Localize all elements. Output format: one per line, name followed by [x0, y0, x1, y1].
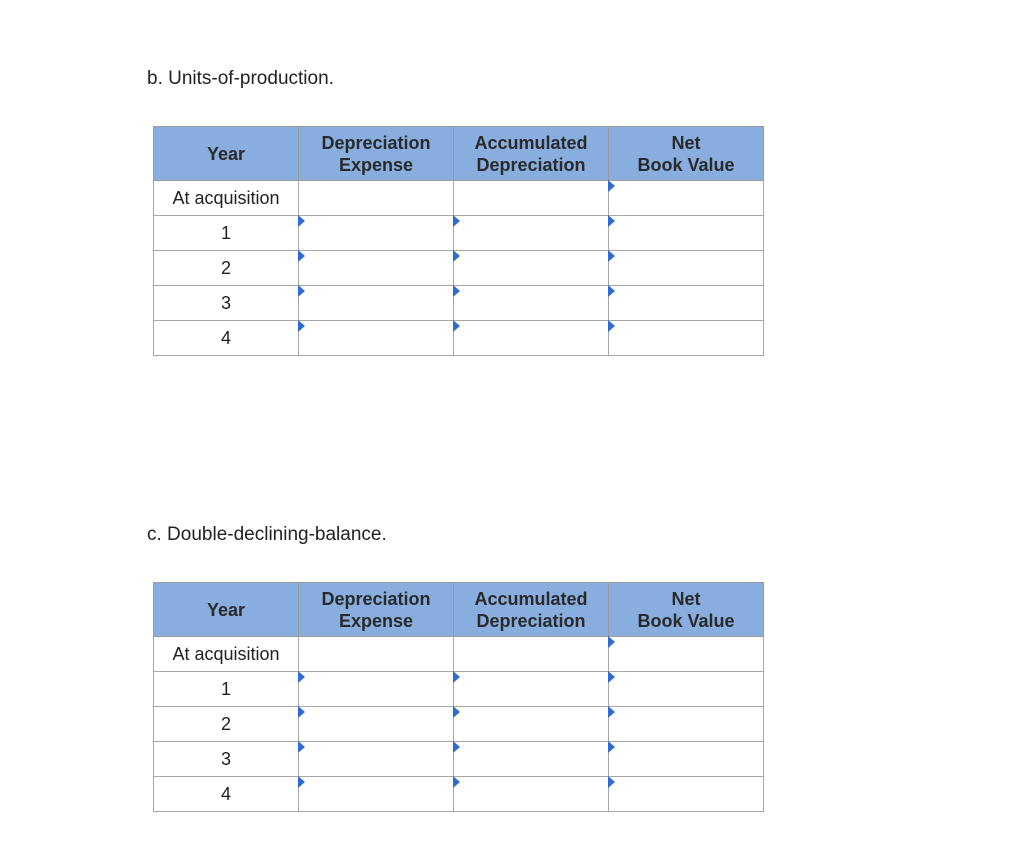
depreciation-expense-cell-blank — [299, 181, 454, 216]
net-book-value-input-cell — [609, 251, 764, 286]
depreciation-expense-input-cell — [299, 321, 454, 356]
accumulated-depreciation-input[interactable] — [454, 777, 608, 811]
table-row — [154, 777, 764, 812]
accumulated-depreciation-input-cell — [454, 742, 609, 777]
net-book-value-input-cell — [609, 637, 764, 672]
net-book-value-input-cell — [609, 286, 764, 321]
entry-marker-icon — [608, 285, 615, 297]
net-book-value-input[interactable] — [609, 251, 763, 285]
year-cell: 2 — [154, 707, 299, 742]
entry-marker-icon — [298, 320, 305, 332]
year-cell: 4 — [154, 777, 299, 812]
entry-marker-icon — [608, 636, 615, 648]
depreciation-expense-input-cell — [299, 777, 454, 812]
depreciation-expense-input[interactable] — [299, 286, 453, 320]
accumulated-depreciation-input-cell — [454, 672, 609, 707]
accumulated-depreciation-input[interactable] — [454, 707, 608, 741]
accumulated-depreciation-input[interactable] — [454, 672, 608, 706]
section-title-units-of-production: b. Units-of-production. — [147, 68, 334, 89]
accumulated-depreciation-input[interactable] — [454, 216, 608, 250]
depreciation-expense-input[interactable] — [299, 672, 453, 706]
accumulated-depreciation-input-cell — [454, 251, 609, 286]
entry-marker-icon — [453, 776, 460, 788]
net-book-value-input-cell — [609, 742, 764, 777]
table-row — [154, 672, 764, 707]
year-cell: 2 — [154, 251, 299, 286]
depreciation-expense-input-cell — [299, 707, 454, 742]
net-book-value-input[interactable] — [609, 777, 763, 811]
entry-marker-icon — [298, 671, 305, 683]
section-title-double-declining-balance: c. Double-declining-balance. — [147, 524, 387, 545]
depreciation-expense-input-cell — [299, 216, 454, 251]
year-cell: 4 — [154, 321, 299, 356]
header-depreciation-expense: Depreciation Expense — [299, 127, 454, 181]
accumulated-depreciation-input[interactable] — [454, 742, 608, 776]
net-book-value-input-cell — [609, 216, 764, 251]
entry-marker-icon — [608, 180, 615, 192]
depreciation-expense-input[interactable] — [299, 216, 453, 250]
entry-marker-icon — [453, 215, 460, 227]
entry-marker-icon — [608, 215, 615, 227]
entry-marker-icon — [298, 285, 305, 297]
year-cell: At acquisition — [154, 181, 299, 216]
year-cell: 1 — [154, 672, 299, 707]
header-net-book-value: Net Book Value — [609, 127, 764, 181]
table-row — [154, 286, 764, 321]
header-row — [154, 127, 764, 181]
depreciation-expense-input-cell — [299, 251, 454, 286]
net-book-value-input[interactable] — [609, 672, 763, 706]
depreciation-expense-input[interactable] — [299, 707, 453, 741]
depreciation-expense-input[interactable] — [299, 777, 453, 811]
accumulated-depreciation-cell-blank — [454, 181, 609, 216]
depreciation-expense-input[interactable] — [299, 251, 453, 285]
entry-marker-icon — [298, 215, 305, 227]
entry-marker-icon — [608, 671, 615, 683]
depreciation-expense-input-cell — [299, 286, 454, 321]
depreciation-expense-input[interactable] — [299, 742, 453, 776]
net-book-value-input-cell — [609, 672, 764, 707]
header-row — [154, 583, 764, 637]
entry-marker-icon — [453, 285, 460, 297]
accumulated-depreciation-input[interactable] — [454, 251, 608, 285]
table-row — [154, 181, 764, 216]
year-cell: At acquisition — [154, 637, 299, 672]
accumulated-depreciation-input-cell — [454, 286, 609, 321]
entry-marker-icon — [608, 706, 615, 718]
accumulated-depreciation-input-cell — [454, 707, 609, 742]
entry-marker-icon — [298, 706, 305, 718]
entry-marker-icon — [453, 671, 460, 683]
entry-marker-icon — [608, 776, 615, 788]
net-book-value-input[interactable] — [609, 742, 763, 776]
header-accumulated-depreciation: Accumulated Depreciation — [454, 583, 609, 637]
net-book-value-input[interactable] — [609, 216, 763, 250]
table-row — [154, 707, 764, 742]
entry-marker-icon — [298, 250, 305, 262]
table-row — [154, 637, 764, 672]
units-of-production-table — [153, 126, 764, 356]
net-book-value-input-cell — [609, 181, 764, 216]
depreciation-expense-input-cell — [299, 742, 454, 777]
net-book-value-input-cell — [609, 777, 764, 812]
header-depreciation-expense: Depreciation Expense — [299, 583, 454, 637]
entry-marker-icon — [453, 706, 460, 718]
depreciation-expense-input[interactable] — [299, 321, 453, 355]
net-book-value-input[interactable] — [609, 321, 763, 355]
net-book-value-input[interactable] — [609, 286, 763, 320]
net-book-value-input[interactable] — [609, 181, 763, 215]
header-net-book-value: Net Book Value — [609, 583, 764, 637]
entry-marker-icon — [453, 250, 460, 262]
header-accumulated-depreciation: Accumulated Depreciation — [454, 127, 609, 181]
accumulated-depreciation-cell-blank — [454, 637, 609, 672]
entry-marker-icon — [453, 741, 460, 753]
double-declining-balance-table — [153, 582, 764, 812]
net-book-value-input-cell — [609, 707, 764, 742]
net-book-value-input[interactable] — [609, 637, 763, 671]
accumulated-depreciation-input-cell — [454, 216, 609, 251]
accumulated-depreciation-input-cell — [454, 321, 609, 356]
entry-marker-icon — [298, 776, 305, 788]
entry-marker-icon — [298, 741, 305, 753]
accumulated-depreciation-input[interactable] — [454, 286, 608, 320]
table-row — [154, 216, 764, 251]
table-row — [154, 742, 764, 777]
accumulated-depreciation-input-cell — [454, 777, 609, 812]
entry-marker-icon — [608, 320, 615, 332]
entry-marker-icon — [608, 250, 615, 262]
depreciation-expense-cell-blank — [299, 637, 454, 672]
depreciation-expense-input-cell — [299, 672, 454, 707]
table-row — [154, 321, 764, 356]
entry-marker-icon — [453, 320, 460, 332]
net-book-value-input[interactable] — [609, 707, 763, 741]
net-book-value-input-cell — [609, 321, 764, 356]
header-year: Year — [154, 127, 299, 181]
accumulated-depreciation-input[interactable] — [454, 321, 608, 355]
year-cell: 3 — [154, 286, 299, 321]
year-cell: 3 — [154, 742, 299, 777]
header-year: Year — [154, 583, 299, 637]
year-cell: 1 — [154, 216, 299, 251]
table-row — [154, 251, 764, 286]
entry-marker-icon — [608, 741, 615, 753]
